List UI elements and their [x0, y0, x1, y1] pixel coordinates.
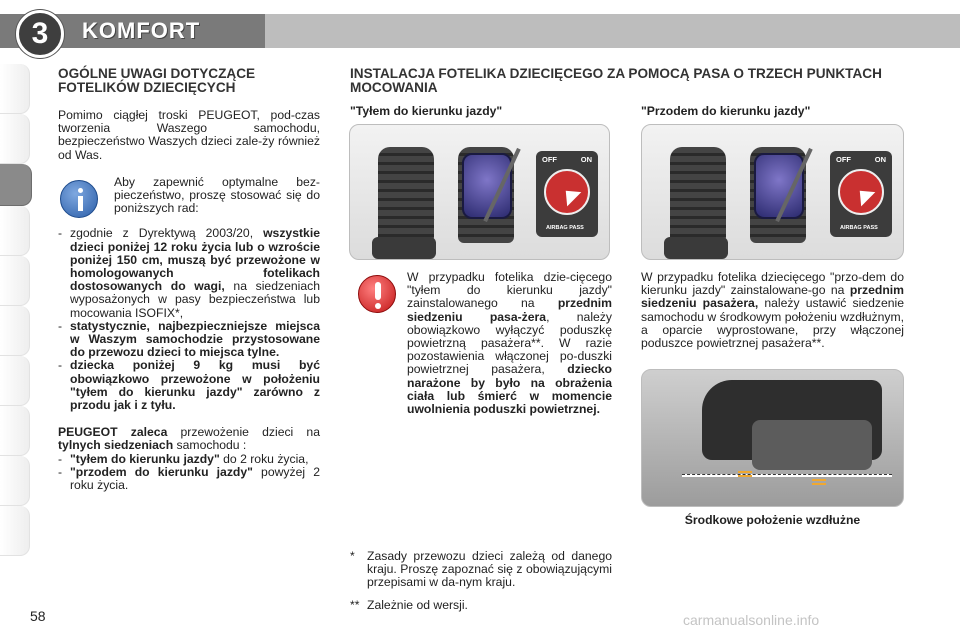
image-caption: Środkowe położenie wzdłużne: [684, 513, 861, 527]
recommendation-paragraph: [58, 426, 320, 452]
warning-bold: dziecko narażone by było na obrażenia ciała lub śmierć w momencie uwolnienia poduszki powietrznej.: [407, 362, 612, 417]
warning-text: W przypadku fotelika dzie-cięcego "tyłem do kierunku jazdy" zainstalowanego na: [407, 270, 612, 311]
forward-facing-text: [641, 271, 904, 350]
illustration-forward-facing: [641, 124, 904, 260]
page-number: 58: [30, 608, 46, 624]
warning-icon: [358, 275, 396, 313]
chapter-tab[interactable]: [0, 406, 30, 456]
chapter-tab[interactable]: [0, 114, 30, 164]
airbag-on-label: ON: [580, 155, 592, 164]
subheading-forward-facing: "Przodem do kierunku jazdy": [641, 104, 811, 118]
rear-seat-bold: "przodem do kierunku jazdy": [70, 464, 253, 479]
intro-paragraph: Pomimo ciągłej troski PEUGEOT, pod-czas tworzenia Waszego samochodu, bezpieczeństwo Waszych dzieci zale-ży również od Was.: [58, 108, 320, 162]
recommendation-bold: tylnych siedzeniach: [58, 438, 174, 453]
seat-back: [378, 147, 434, 243]
recommendation-text: przewożenie dzieci na: [167, 425, 320, 440]
seat-base: [752, 420, 872, 470]
footnote: [350, 550, 612, 590]
airbag-panel-text: AIRBAG PASS: [840, 225, 878, 231]
watermark: carmanualsonline.info: [683, 612, 820, 628]
chapter-title: KOMFORT: [82, 18, 201, 43]
rear-seat-item: [58, 466, 320, 492]
footnote-mark: **: [350, 597, 360, 612]
rule-text: na siedzeniach wyposażonych w pasy bezpieczeństwa lub mocowania ISOFIX*,: [70, 279, 320, 320]
rule-item: [58, 320, 320, 360]
warning-text: , należy obowiązkowo wyłączyć poduszkę powietrzną pasażera**. W razie pozostawienia włączonej po-duszki powietrznej pasażera,: [407, 309, 612, 377]
info-note: [58, 176, 320, 216]
child-seat: [754, 153, 804, 219]
illustration-rear-facing: [349, 124, 610, 260]
forward-text: W przypadku fotelika dziecięcego "przo-dem do kierunku jazdy" zainstalowane-go na: [641, 270, 904, 298]
arrow-icon: [853, 184, 876, 207]
rear-seat-bold: "tyłem do kierunku jazdy": [70, 451, 220, 466]
footnote-text: Zależnie od wersji.: [367, 597, 468, 612]
rear-seat-list: [58, 453, 320, 493]
rule-bold: dziecka poniżej 9 kg musi być obowiązkowo przewożone w położeniu "tyłem do kierunku jazdy" zarówno z przodu jak i z tyłu.: [70, 358, 320, 413]
rule-bold: wszystkie dzieci poniżej 12 roku życia lub o wzroście poniżej 150 cm, muszą być przewożone w homologowanych fotelikach dostosowanych do wagi,: [70, 226, 320, 294]
seat-cushion: [372, 237, 436, 259]
airbag-on-label: ON: [874, 155, 886, 164]
forward-bold: przednim siedzeniu pasażera,: [641, 283, 904, 311]
footnote: [350, 599, 612, 612]
chapter-tabs: [0, 64, 30, 556]
info-icon: [60, 180, 98, 218]
rule-text: zgodnie z Dyrektywą 2003/20,: [70, 226, 264, 241]
footnotes: [350, 550, 612, 612]
position-mark: [738, 471, 752, 477]
chapter-number-badge: 3: [16, 10, 64, 58]
seat-back: [670, 147, 726, 243]
airbag-switch-panel: [830, 151, 892, 237]
chapter-tab[interactable]: [0, 64, 30, 114]
forward-text: należy ustawić siedzenie samochodu w środkowym położeniu wzdłużnym, a oparcie wyprostowane, przy włączonej poduszce powietrznej pasażera**.: [641, 296, 904, 351]
rear-seat-text: powyżej 2 roku życia.: [70, 464, 320, 493]
rail-ruler: [682, 474, 892, 477]
chapter-tab-active[interactable]: [0, 164, 32, 206]
chapter-tab[interactable]: [0, 256, 30, 306]
subheading-rear-facing: "Tyłem do kierunku jazdy": [350, 104, 503, 118]
rules-list: [58, 227, 320, 412]
chapter-tab[interactable]: [0, 356, 30, 406]
rule-item: [58, 227, 320, 319]
section-heading-general: OGÓLNE UWAGI DOTYCZĄCE FOTELIKÓW DZIECIĘCYCH: [58, 66, 256, 95]
airbag-switch-icon: [838, 169, 884, 215]
arrow-icon: [559, 184, 582, 207]
position-mark: [812, 479, 826, 485]
recommendation-bold: PEUGEOT zaleca: [58, 425, 168, 440]
chapter-tab[interactable]: [0, 506, 30, 556]
child-seat: [462, 153, 512, 219]
info-text: Aby zapewnić optymalne bez-pieczeństwo, proszę stosować się do poniższych rad:: [114, 174, 320, 216]
seat-cushion: [664, 237, 728, 259]
chapter-tab[interactable]: [0, 306, 30, 356]
rule-bold: statystycznie, najbezpieczniejsze miejsca w Waszym samochodzie przystosowane do przewozu dzieci to miejsca tylne.: [70, 318, 320, 360]
airbag-panel-text: AIRBAG PASS: [546, 225, 584, 231]
left-column: [58, 67, 320, 492]
section-heading-installation: INSTALACJA FOTELIKA DZIECIĘCEGO ZA POMOCĄ PASA O TRZECH PUNKTACH MOCOWANIA: [350, 66, 882, 95]
footnote-mark: *: [350, 549, 355, 563]
warning-bold: przednim siedzeniu pasa-żera: [407, 296, 612, 324]
airbag-off-label: OFF: [542, 155, 557, 164]
footnote-text: Zasady przewozu dzieci zależą od danego kraju. Proszę zapoznać się z obowiązującymi przepisami w da-nym kraju.: [367, 549, 612, 590]
rear-seat-text: do 2 roku życia,: [219, 451, 309, 466]
warning-note: [350, 271, 612, 416]
airbag-switch-icon: [544, 169, 590, 215]
airbag-off-label: OFF: [836, 155, 851, 164]
recommendation-text: samochodu :: [173, 438, 247, 453]
rule-item: [58, 359, 320, 412]
chapter-tab[interactable]: [0, 206, 30, 256]
illustration-seat-position: [641, 369, 904, 507]
warning-block: [350, 271, 612, 416]
chapter-tab[interactable]: [0, 456, 30, 506]
airbag-switch-panel: [536, 151, 598, 237]
